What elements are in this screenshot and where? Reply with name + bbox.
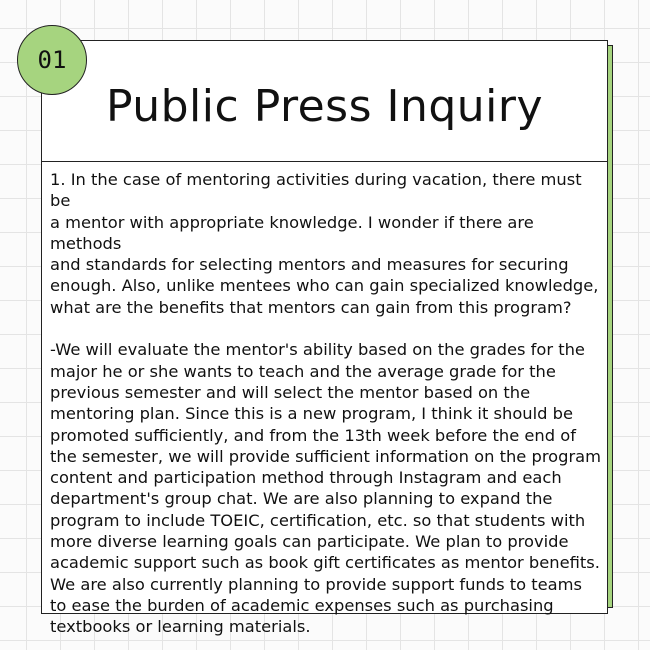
badge-number: 01	[37, 46, 67, 74]
answer-text: -We will evaluate the mentor's ability based on the grades for the major he or she wants to teach and the average grade for the previous semester and will select the mentor based on the mentoring plan. Since this is a new program, I think it should be promoted sufficiently, and from the 13th week before the end of the semester, we will provide sufficient information on the program content and participation method through Instagram and each department's group chat. We are also planning to expand the program to include TOEIC, certification, etc. so that students with more diverse learning goals can participate. We plan to provide academic support such as book gift certificates as mentor benefits. We are also currently planning to provide support funds to teams to ease the burden of academic expenses such as purchasing textbooks or learning materials.	[50, 340, 601, 637]
inquiry-card	[41, 40, 608, 637]
page-title: Public Press Inquiry	[105, 81, 544, 132]
number-badge	[17, 25, 87, 95]
title-box	[42, 41, 607, 162]
question-text: 1. In the case of mentoring activities during vacation, there must be a mentor with appropriate knowledge. I wonder if there are methods and standards for selecting mentors and measures for securing enough. Also, unlike mentees who can gain specialized knowledge, what are the benefits that mentors can gain from this program?	[50, 170, 599, 317]
card-body	[50, 169, 604, 638]
